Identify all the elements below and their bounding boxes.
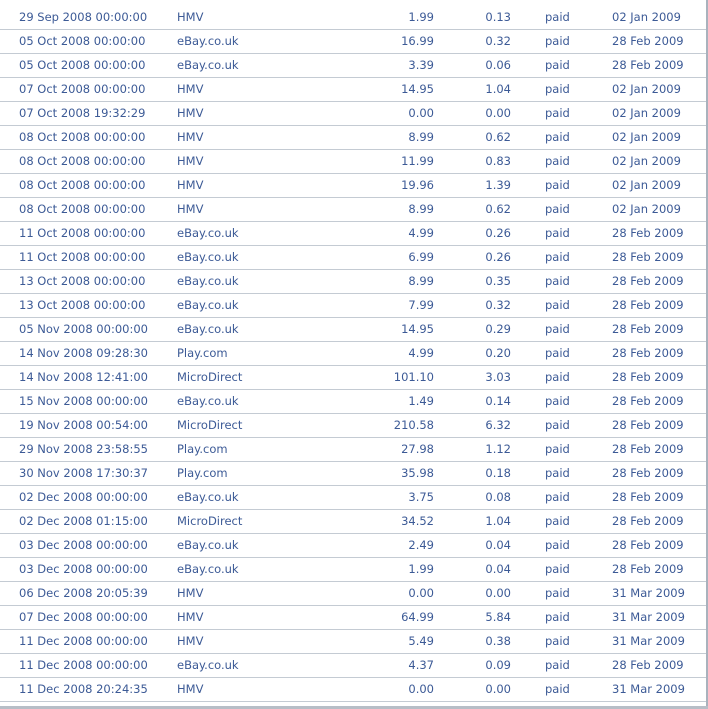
commission-amount: 0.38 [485,634,511,648]
sale-amount: 101.10 [393,370,434,384]
payment-status: paid [545,130,570,144]
transaction-date: 13 Oct 2008 00:00:00 [19,274,146,288]
sale-amount: 3.39 [408,58,434,72]
transaction-date: 05 Oct 2008 00:00:00 [19,58,146,72]
commission-amount: 0.14 [485,394,511,408]
table-row [0,6,708,30]
payment-status: paid [545,322,570,336]
table-row [0,558,708,582]
transactions-table [0,6,708,702]
transaction-date: 07 Oct 2008 00:00:00 [19,82,146,96]
commission-amount: 0.04 [485,538,511,552]
commission-amount: 1.04 [485,514,511,528]
payment-status: paid [545,106,570,120]
payment-status: paid [545,178,570,192]
sale-amount: 19.96 [401,178,434,192]
sale-amount: 4.37 [408,658,434,672]
commission-amount: 3.03 [485,370,511,384]
merchant-name: MicroDirect [177,418,243,432]
sale-amount: 7.99 [408,298,434,312]
table-row [0,462,708,486]
transaction-date: 15 Nov 2008 00:00:00 [19,394,148,408]
sale-amount: 8.99 [408,274,434,288]
sale-amount: 210.58 [393,418,434,432]
paid-date: 28 Feb 2009 [612,298,684,312]
table-row [0,438,708,462]
paid-date: 02 Jan 2009 [612,130,681,144]
paid-date: 02 Jan 2009 [612,82,681,96]
paid-date: 28 Feb 2009 [612,658,684,672]
table-row [0,174,708,198]
transaction-date: 07 Oct 2008 19:32:29 [19,106,146,120]
transaction-date: 29 Nov 2008 23:58:55 [19,442,148,456]
commission-amount: 0.00 [485,682,511,696]
paid-date: 28 Feb 2009 [612,562,684,576]
paid-date: 28 Feb 2009 [612,274,684,288]
paid-date: 02 Jan 2009 [612,178,681,192]
table-row [0,198,708,222]
paid-date: 28 Feb 2009 [612,346,684,360]
table-row [0,150,708,174]
merchant-name: eBay.co.uk [177,226,239,240]
commission-amount: 0.08 [485,490,511,504]
transaction-date: 03 Dec 2008 00:00:00 [19,562,148,576]
commission-amount: 5.84 [485,610,511,624]
sale-amount: 0.00 [408,682,434,696]
transaction-date: 11 Oct 2008 00:00:00 [19,226,146,240]
table-row [0,270,708,294]
sale-amount: 14.95 [401,322,434,336]
paid-date: 28 Feb 2009 [612,394,684,408]
transaction-date: 03 Dec 2008 00:00:00 [19,538,148,552]
transaction-date: 11 Dec 2008 00:00:00 [19,658,148,672]
transaction-date: 14 Nov 2008 09:28:30 [19,346,148,360]
paid-date: 28 Feb 2009 [612,466,684,480]
commission-amount: 1.39 [485,178,511,192]
transaction-date: 11 Oct 2008 00:00:00 [19,250,146,264]
commission-amount: 0.32 [485,34,511,48]
payment-status: paid [545,514,570,528]
sale-amount: 3.75 [408,490,434,504]
sale-amount: 64.99 [401,610,434,624]
commission-amount: 0.00 [485,106,511,120]
payment-status: paid [545,370,570,384]
payment-status: paid [545,298,570,312]
sale-amount: 11.99 [401,154,434,168]
sale-amount: 6.99 [408,250,434,264]
transaction-date: 08 Oct 2008 00:00:00 [19,130,146,144]
table-row [0,582,708,606]
table-row [0,294,708,318]
table-row [0,30,708,54]
payment-status: paid [545,10,570,24]
table-row [0,366,708,390]
sale-amount: 2.49 [408,538,434,552]
payment-status: paid [545,226,570,240]
merchant-name: HMV [177,154,204,168]
sale-amount: 1.99 [408,10,434,24]
transaction-date: 05 Nov 2008 00:00:00 [19,322,148,336]
table-row [0,78,708,102]
transaction-date: 08 Oct 2008 00:00:00 [19,154,146,168]
paid-date: 28 Feb 2009 [612,250,684,264]
transaction-date: 08 Oct 2008 00:00:00 [19,202,146,216]
sale-amount: 14.95 [401,82,434,96]
payment-status: paid [545,250,570,264]
commission-amount: 0.29 [485,322,511,336]
table-row [0,318,708,342]
commission-amount: 0.04 [485,562,511,576]
transaction-date: 02 Dec 2008 01:15:00 [19,514,148,528]
table-row [0,126,708,150]
payment-status: paid [545,466,570,480]
table-row [0,390,708,414]
commission-amount: 0.09 [485,658,511,672]
table-row [0,630,708,654]
payment-status: paid [545,538,570,552]
merchant-name: HMV [177,178,204,192]
transaction-date: 07 Dec 2008 00:00:00 [19,610,148,624]
table-row [0,222,708,246]
merchant-name: Play.com [177,442,228,456]
payment-status: paid [545,442,570,456]
transaction-date: 30 Nov 2008 17:30:37 [19,466,148,480]
table-row [0,654,708,678]
payment-status: paid [545,634,570,648]
commission-amount: 0.13 [485,10,511,24]
commission-amount: 0.26 [485,226,511,240]
transaction-date: 05 Oct 2008 00:00:00 [19,34,146,48]
merchant-name: eBay.co.uk [177,34,239,48]
paid-date: 28 Feb 2009 [612,226,684,240]
merchant-name: eBay.co.uk [177,250,239,264]
transaction-date: 11 Dec 2008 00:00:00 [19,634,148,648]
commission-amount: 0.00 [485,586,511,600]
table-row [0,678,708,702]
paid-date: 31 Mar 2009 [612,610,685,624]
commission-amount: 0.83 [485,154,511,168]
merchant-name: Play.com [177,346,228,360]
merchant-name: eBay.co.uk [177,538,239,552]
paid-date: 02 Jan 2009 [612,202,681,216]
merchant-name: MicroDirect [177,370,243,384]
table-row [0,414,708,438]
paid-date: 02 Jan 2009 [612,10,681,24]
paid-date: 31 Mar 2009 [612,682,685,696]
merchant-name: eBay.co.uk [177,58,239,72]
merchant-name: HMV [177,82,204,96]
merchant-name: eBay.co.uk [177,298,239,312]
transaction-date: 14 Nov 2008 12:41:00 [19,370,148,384]
payment-status: paid [545,490,570,504]
table-row [0,510,708,534]
merchant-name: HMV [177,586,204,600]
sale-amount: 8.99 [408,130,434,144]
transaction-date: 29 Sep 2008 00:00:00 [19,10,148,24]
paid-date: 31 Mar 2009 [612,586,685,600]
merchant-name: eBay.co.uk [177,274,239,288]
merchant-name: Play.com [177,466,228,480]
payment-status: paid [545,418,570,432]
merchant-name: eBay.co.uk [177,658,239,672]
transaction-date: 02 Dec 2008 00:00:00 [19,490,148,504]
commission-amount: 0.18 [485,466,511,480]
table-row [0,486,708,510]
paid-date: 28 Feb 2009 [612,370,684,384]
table-row [0,246,708,270]
paid-date: 28 Feb 2009 [612,442,684,456]
commission-amount: 6.32 [485,418,511,432]
merchant-name: eBay.co.uk [177,394,239,408]
paid-date: 28 Feb 2009 [612,58,684,72]
table-row [0,102,708,126]
paid-date: 28 Feb 2009 [612,490,684,504]
payment-status: paid [545,202,570,216]
payment-status: paid [545,274,570,288]
table-row [0,606,708,630]
payment-status: paid [545,346,570,360]
payment-status: paid [545,154,570,168]
merchant-name: eBay.co.uk [177,490,239,504]
payment-status: paid [545,394,570,408]
sale-amount: 4.99 [408,346,434,360]
sale-amount: 35.98 [401,466,434,480]
commission-amount: 0.06 [485,58,511,72]
commission-amount: 1.12 [485,442,511,456]
commission-amount: 0.35 [485,274,511,288]
merchant-name: MicroDirect [177,514,243,528]
merchant-name: eBay.co.uk [177,322,239,336]
transaction-date: 13 Oct 2008 00:00:00 [19,298,146,312]
transaction-date: 19 Nov 2008 00:54:00 [19,418,148,432]
commission-amount: 1.04 [485,82,511,96]
sale-amount: 8.99 [408,202,434,216]
paid-date: 28 Feb 2009 [612,322,684,336]
transaction-date: 11 Dec 2008 20:24:35 [19,682,148,696]
sale-amount: 1.99 [408,562,434,576]
commission-amount: 0.20 [485,346,511,360]
payment-status: paid [545,562,570,576]
paid-date: 02 Jan 2009 [612,106,681,120]
payment-status: paid [545,34,570,48]
payment-status: paid [545,82,570,96]
commission-amount: 0.62 [485,202,511,216]
payment-status: paid [545,610,570,624]
sale-amount: 27.98 [401,442,434,456]
paid-date: 28 Feb 2009 [612,538,684,552]
paid-date: 28 Feb 2009 [612,418,684,432]
sale-amount: 1.49 [408,394,434,408]
sale-amount: 16.99 [401,34,434,48]
sale-amount: 0.00 [408,106,434,120]
payment-status: paid [545,658,570,672]
table-row [0,54,708,78]
transaction-date: 06 Dec 2008 20:05:39 [19,586,148,600]
payment-status: paid [545,58,570,72]
merchant-name: HMV [177,10,204,24]
payment-status: paid [545,682,570,696]
payment-status: paid [545,586,570,600]
commission-amount: 0.26 [485,250,511,264]
commission-amount: 0.62 [485,130,511,144]
paid-date: 28 Feb 2009 [612,34,684,48]
merchant-name: HMV [177,202,204,216]
commission-amount: 0.32 [485,298,511,312]
merchant-name: HMV [177,682,204,696]
merchant-name: eBay.co.uk [177,562,239,576]
sale-amount: 4.99 [408,226,434,240]
sale-amount: 0.00 [408,586,434,600]
paid-date: 31 Mar 2009 [612,634,685,648]
sale-amount: 5.49 [408,634,434,648]
merchant-name: HMV [177,610,204,624]
merchant-name: HMV [177,634,204,648]
table-row [0,342,708,366]
table-row [0,534,708,558]
paid-date: 02 Jan 2009 [612,154,681,168]
sale-amount: 34.52 [401,514,434,528]
merchant-name: HMV [177,106,204,120]
paid-date: 28 Feb 2009 [612,514,684,528]
merchant-name: HMV [177,130,204,144]
transaction-date: 08 Oct 2008 00:00:00 [19,178,146,192]
